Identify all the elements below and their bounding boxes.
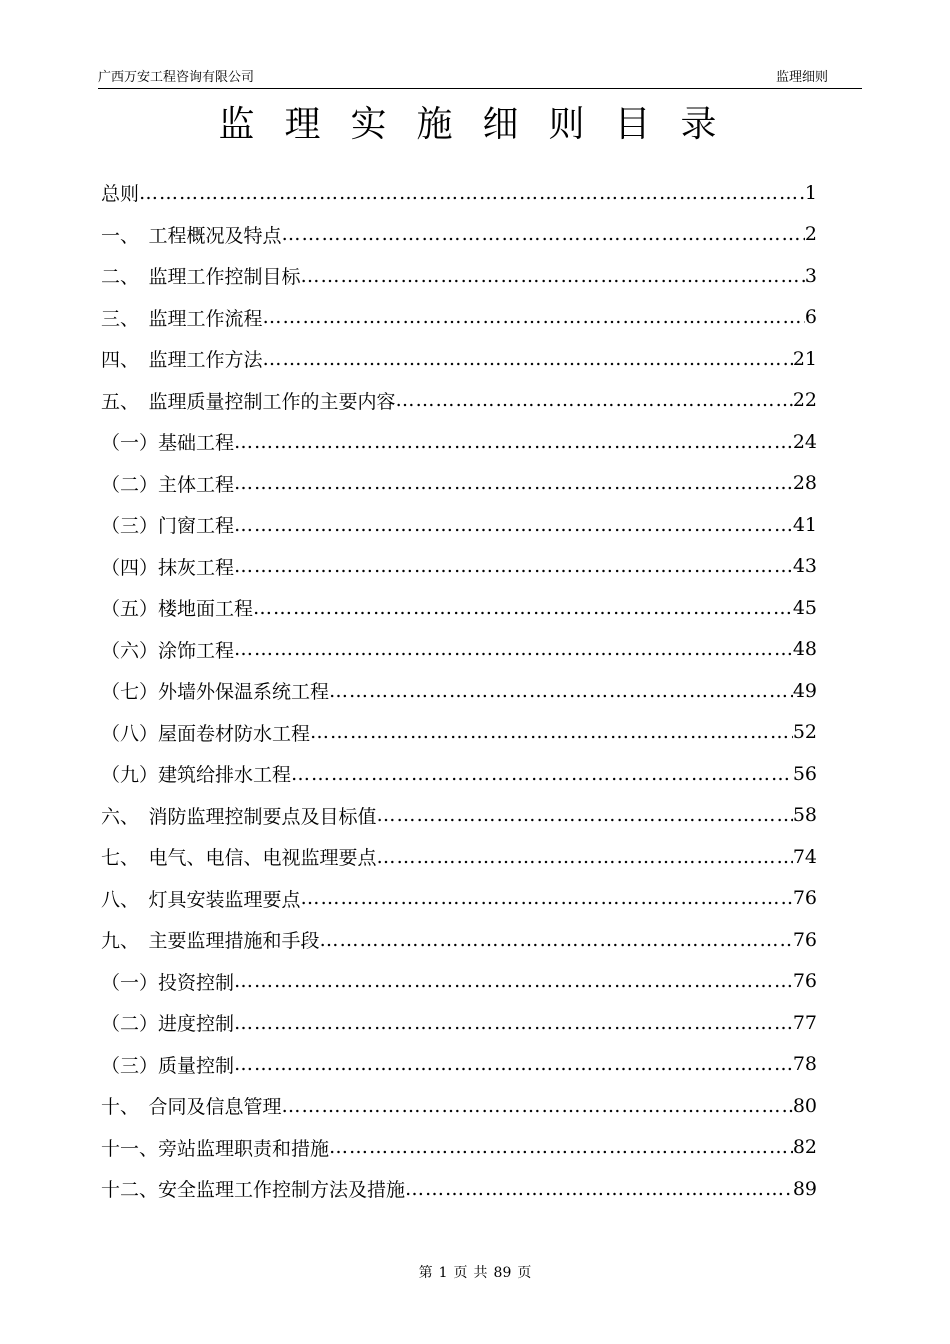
toc-dot-leader <box>377 846 793 868</box>
toc-entry-label: 十一、旁站监理职责和措施 <box>101 1137 330 1160</box>
toc-entry-page-number: 22 <box>792 389 817 412</box>
toc-entry-page-number: 52 <box>792 721 817 744</box>
toc-entry-label: （八）屋面卷材防水工程 <box>101 722 311 745</box>
toc-entry-label: （三）门窗工程 <box>101 515 235 538</box>
toc-entry-page-number: 78 <box>792 1053 817 1076</box>
footer-current-page: 1 <box>438 1265 448 1281</box>
toc-dot-leader <box>253 597 793 619</box>
toc-dot-leader <box>396 389 793 411</box>
toc-entry-page-number: 3 <box>804 264 817 287</box>
toc-entry-page-number: 74 <box>792 845 817 868</box>
table-of-contents <box>101 172 817 1210</box>
toc-entry-page-number: 43 <box>792 555 817 578</box>
toc-entry-label: 二、 监理工作控制目标 <box>101 266 301 289</box>
toc-entry-label: 一、 工程概况及特点 <box>101 224 282 247</box>
toc-entry-label: （四）抹灰工程 <box>101 556 235 579</box>
toc-dot-leader <box>310 721 793 743</box>
toc-entry-label: 七、 电气、电信、电视监理要点 <box>101 847 377 870</box>
toc-entry-label: （五）楼地面工程 <box>101 598 254 621</box>
toc-entry[interactable] <box>101 421 817 463</box>
toc-entry[interactable] <box>101 629 817 671</box>
toc-entry-page-number: 89 <box>792 1177 817 1200</box>
toc-entry[interactable] <box>101 753 817 795</box>
toc-entry-page-number: 21 <box>792 347 817 370</box>
toc-dot-leader <box>234 514 793 536</box>
company-name: 广西万安工程咨询有限公司 <box>98 70 255 85</box>
toc-entry[interactable] <box>101 961 817 1003</box>
toc-entry[interactable] <box>101 338 817 380</box>
toc-entry-label: （一）投资控制 <box>101 971 235 994</box>
toc-entry-label: （六）涂饰工程 <box>101 639 235 662</box>
toc-entry[interactable] <box>101 172 817 214</box>
toc-entry-label: （三）质量控制 <box>101 1054 235 1077</box>
toc-entry[interactable] <box>101 214 817 256</box>
toc-entry-label: （一）基础工程 <box>101 432 235 455</box>
toc-entry-label: （九）建筑给排水工程 <box>101 764 292 787</box>
toc-entry-label: 六、 消防监理控制要点及目标值 <box>101 805 377 828</box>
toc-dot-leader <box>234 472 793 494</box>
toc-entry-label: 总则 <box>101 183 140 206</box>
toc-entry[interactable] <box>101 712 817 754</box>
toc-entry-page-number: 49 <box>792 679 817 702</box>
toc-entry-label: 十二、安全监理工作控制方法及措施 <box>101 1179 406 1202</box>
toc-entry-page-number: 80 <box>792 1094 817 1117</box>
toc-entry-page-number: 77 <box>792 1011 817 1034</box>
toc-dot-leader <box>234 638 793 660</box>
toc-entry[interactable] <box>101 878 817 920</box>
toc-dot-leader <box>329 1136 793 1158</box>
toc-entry[interactable] <box>101 463 817 505</box>
toc-entry-label: （七）外墙外保温系统工程 <box>101 681 330 704</box>
toc-dot-leader <box>234 1053 793 1075</box>
footer-total-word: 共 <box>473 1265 488 1281</box>
toc-dot-leader <box>234 555 793 577</box>
page-footer <box>0 1262 950 1282</box>
toc-dot-leader <box>234 1012 793 1034</box>
toc-entry[interactable] <box>101 504 817 546</box>
toc-dot-leader <box>301 265 805 287</box>
toc-entry[interactable] <box>101 1044 817 1086</box>
toc-dot-leader <box>301 887 793 909</box>
toc-entry-page-number: 41 <box>792 513 817 536</box>
toc-entry-page-number: 56 <box>792 762 817 785</box>
toc-dot-leader <box>405 1178 793 1200</box>
toc-entry-label: 四、 监理工作方法 <box>101 349 263 372</box>
toc-entry-page-number: 6 <box>804 306 817 329</box>
toc-entry-page-number: 24 <box>792 430 817 453</box>
toc-dot-leader <box>263 348 793 370</box>
toc-dot-leader <box>139 182 805 204</box>
toc-dot-leader <box>329 680 793 702</box>
toc-entry[interactable] <box>101 297 817 339</box>
toc-entry-label: （二）进度控制 <box>101 1013 235 1036</box>
toc-entry-label: 八、 灯具安装监理要点 <box>101 888 301 911</box>
toc-entry[interactable] <box>101 1002 817 1044</box>
toc-entry[interactable] <box>101 380 817 422</box>
toc-entry-page-number: 28 <box>792 472 817 495</box>
toc-entry[interactable] <box>101 670 817 712</box>
toc-dot-leader <box>377 804 793 826</box>
footer-prefix: 第 <box>418 1265 433 1281</box>
toc-entry[interactable] <box>101 795 817 837</box>
toc-entry[interactable] <box>101 1127 817 1169</box>
toc-entry-label: 三、 监理工作流程 <box>101 307 263 330</box>
page-title: 监理实施细则目录 <box>218 104 747 145</box>
toc-entry[interactable] <box>101 587 817 629</box>
toc-entry-label: 九、 主要监理措施和手段 <box>101 930 320 953</box>
toc-entry-label: 十、 合同及信息管理 <box>101 1096 282 1119</box>
toc-entry-page-number: 58 <box>792 804 817 827</box>
footer-total-pages: 89 <box>493 1265 512 1281</box>
toc-entry-page-number: 76 <box>792 970 817 993</box>
page-header <box>98 68 862 89</box>
toc-entry-page-number: 2 <box>804 223 817 246</box>
toc-dot-leader <box>234 431 793 453</box>
toc-dot-leader <box>320 929 793 951</box>
toc-dot-leader <box>263 306 805 328</box>
toc-entry[interactable] <box>101 919 817 961</box>
footer-suffix: 页 <box>517 1265 532 1281</box>
toc-entry[interactable] <box>101 1168 817 1210</box>
toc-entry[interactable] <box>101 836 817 878</box>
toc-dot-leader <box>282 1095 793 1117</box>
toc-entry-page-number: 1 <box>804 181 817 204</box>
toc-entry-page-number: 82 <box>792 1136 817 1159</box>
toc-entry-page-number: 48 <box>792 638 817 661</box>
toc-dot-leader <box>234 970 793 992</box>
toc-entry-label: （二）主体工程 <box>101 473 235 496</box>
document-type: 监理细则 <box>775 70 828 85</box>
footer-page-word: 页 <box>453 1265 468 1281</box>
toc-dot-leader <box>291 763 793 785</box>
toc-entry[interactable] <box>101 546 817 588</box>
toc-entry-page-number: 76 <box>792 928 817 951</box>
toc-entry-label: 五、 监理质量控制工作的主要内容 <box>101 390 396 413</box>
toc-entry-page-number: 76 <box>792 887 817 910</box>
toc-entry[interactable] <box>101 1085 817 1127</box>
toc-dot-leader <box>282 223 805 245</box>
toc-entry[interactable] <box>101 255 817 297</box>
toc-entry-page-number: 45 <box>792 596 817 619</box>
